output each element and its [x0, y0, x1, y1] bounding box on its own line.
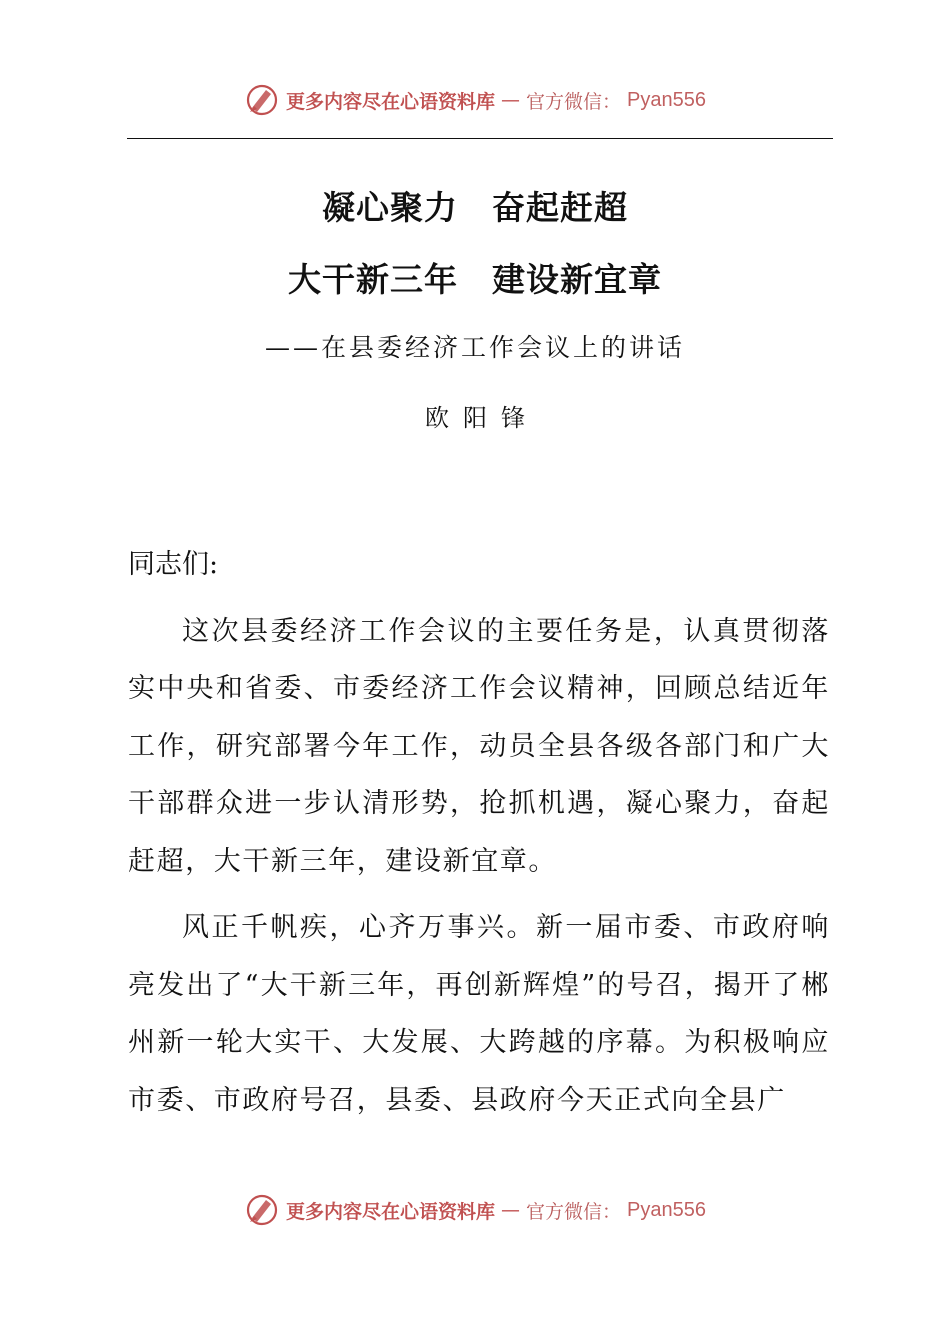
header-wechat-label: 官方微信： [526, 90, 622, 113]
document-subtitle: ——在县委经济工作会议上的讲话 [264, 333, 685, 362]
footer-wechat-id: Pyan556 [627, 1198, 706, 1221]
header-banner-separator: — [501, 89, 521, 111]
author-name: 欧阳锋 [425, 404, 539, 432]
header-wechat-id: Pyan556 [627, 88, 706, 111]
salutation: 同志们: [128, 549, 219, 580]
document-title-line-2: 大干新三年 建设新宜章 [288, 260, 662, 299]
footer-wechat-label: 官方微信： [526, 1200, 622, 1223]
footer-banner-text: 更多内容尽在心语资料库 [286, 1200, 496, 1223]
page-header-banner [0, 82, 950, 118]
footer-banner-separator: — [501, 1199, 521, 1221]
header-banner-text: 更多内容尽在心语资料库 [286, 90, 496, 113]
pen-nib-logo-icon [244, 82, 280, 118]
header-divider [127, 138, 833, 139]
document-title-line-1: 凝心聚力 奋起赶超 [322, 188, 628, 227]
pen-nib-logo-icon [244, 1192, 280, 1228]
page-footer-banner [0, 1192, 950, 1228]
speech-body [128, 536, 830, 1138]
body-paragraph-1: 这次县委经济工作会议的主要任务是，认真贯彻落实中央和省委、市委经济工作会议精神，回顾总结近年工作，研究部署今年工作，动员全县各级各部门和广大干部群众进一步认清形势，抢抓机遇，凝心聚力，奋起赶超，大干新三年，建设新宜章。 [128, 615, 830, 877]
body-paragraph-2: 风正千帆疾，心齐万事兴。新一届市委、市政府响亮发出了“大干新三年，再创新辉煌”的号召，揭开了郴州新一轮大实干、大发展、大跨越的序幕。为积极响应市委、市政府号召，县委、县政府今天正式向全县广 [128, 912, 830, 1116]
